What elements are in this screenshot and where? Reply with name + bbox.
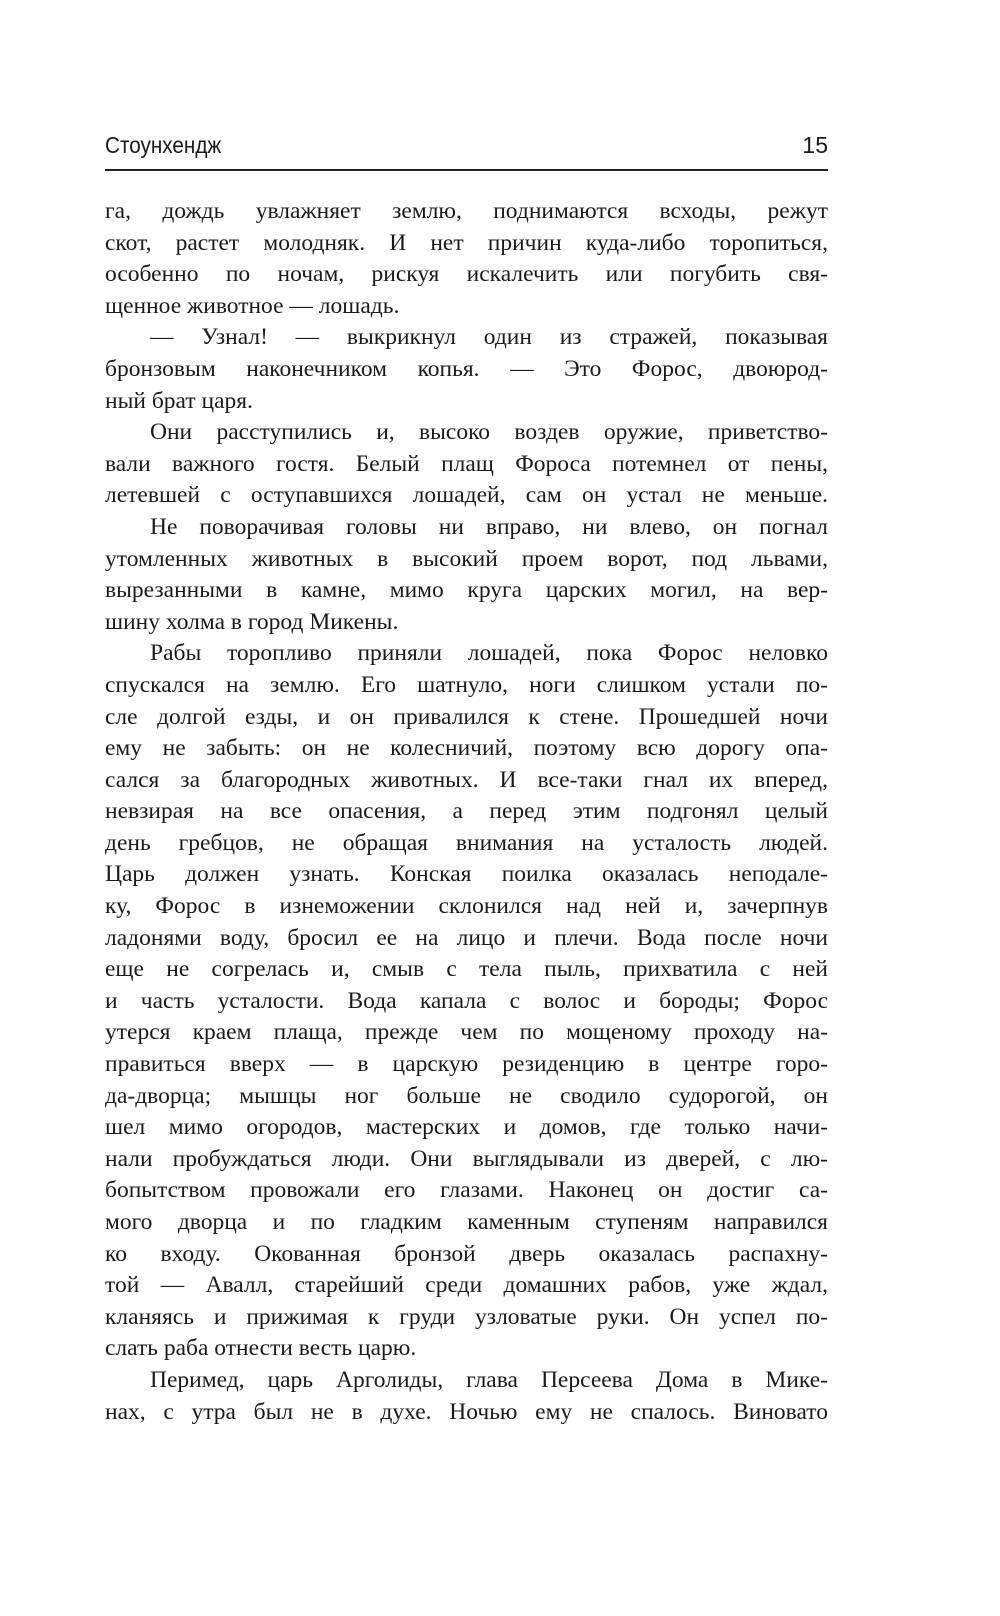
running-header-title: Стоунхендж [105,132,222,158]
text-line: ко входу. Окованная бронзой дверь оказалась распахну- [105,1240,828,1267]
running-header [105,132,828,164]
text-line: шину холма в город Микены. [105,608,399,635]
text-line: Они расступились и, высоко воздев оружие, приветство- [150,419,828,446]
text-line: ладонями воду, бросил ее на лицо и плечи. Вода после ночи [105,924,828,951]
text-line: нах, с утра был не в духе. Ночью ему не спалось. Виновато [105,1398,828,1425]
text-line: ный брат царя. [105,387,253,414]
text-line: да-дворца; мышцы ног больше не сводило судорогой, он [105,1082,828,1109]
text-line: Не поворачивая головы ни вправо, ни влево, он погнал [150,513,828,540]
text-line: Рабы торопливо приняли лошадей, пока Форос неловко [150,640,828,667]
text-line: день гребцов, не обращая внимания на усталость людей. [105,829,828,856]
body-text [105,196,828,1428]
text-line: ку, Форос в изнеможении склонился над ней и, зачерпнув [105,893,828,920]
page-number: 15 [802,132,828,158]
text-line: утерся краем плаща, прежде чем по мощеному проходу на- [105,1019,828,1046]
text-line: и часть усталости. Вода капала с волос и бороды; Форос [105,987,828,1014]
text-line: слать раба отнести весть царю. [105,1335,417,1362]
text-line: ему не забыть: он не колесничий, поэтому всю дорогу опа- [105,735,828,762]
text-line: нали пробуждаться люди. Они выглядывали из дверей, с лю- [105,1145,828,1172]
text-line: той — Авалл, старейший среди домашних рабов, уже ждал, [105,1272,828,1299]
text-line: утомленных животных в высокий проем ворот, под львами, [105,545,828,572]
text-line: шел мимо огородов, мастерских и домов, где только начи- [105,1114,828,1141]
text-line: еще не согрелась и, смыв с тела пыль, прихватила с ней [105,956,828,983]
text-line: — Узнал! — выкрикнул один из стражей, показывая [150,324,828,351]
text-line: правиться вверх — в царскую резиденцию в центре горо- [105,1051,828,1078]
header-rule [105,169,828,171]
text-line: сался за благородных животных. И все-таки гнал их вперед, [105,766,828,793]
text-line: вырезанными в камне, мимо круга царских могил, на вер- [105,577,828,604]
text-line: Царь должен узнать. Конская поилка оказалась неподале- [105,861,828,888]
text-line: невзирая на все опасения, а перед этим подгонял целый [105,798,828,825]
text-line: га, дождь увлажняет землю, поднимаются всходы, режут [105,198,828,224]
text-line: спускался на землю. Его шатнуло, ноги слишком устали по- [105,671,828,698]
text-line: кланяясь и прижимая к груди узловатые руки. Он успел по- [105,1303,828,1330]
text-line: особенно по ночам, рискуя искалечить или погубить свя- [105,261,828,288]
text-line: летевшей с оступавшихся лошадей, сам он устал не меньше. [105,482,828,509]
text-line: Перимед, царь Арголиды, глава Персеева Дома в Мике- [150,1366,828,1393]
text-line: вали важного гостя. Белый плащ Фороса потемнел от пены, [105,450,828,477]
text-line: скот, растет молодняк. И нет причин куда-либо торопиться, [105,229,828,256]
text-line: щенное животное — лошадь. [105,292,400,319]
text-line: бронзовым наконечником копья. — Это Форос, двоюрод- [105,355,828,382]
text-line: сле долгой езды, и он привалился к стене. Прошедшей ночи [105,703,828,730]
text-line: мого дворца и по гладким каменным ступеням направился [105,1209,828,1235]
text-line: бопытством провожали его глазами. Наконец он достиг са- [105,1177,828,1204]
